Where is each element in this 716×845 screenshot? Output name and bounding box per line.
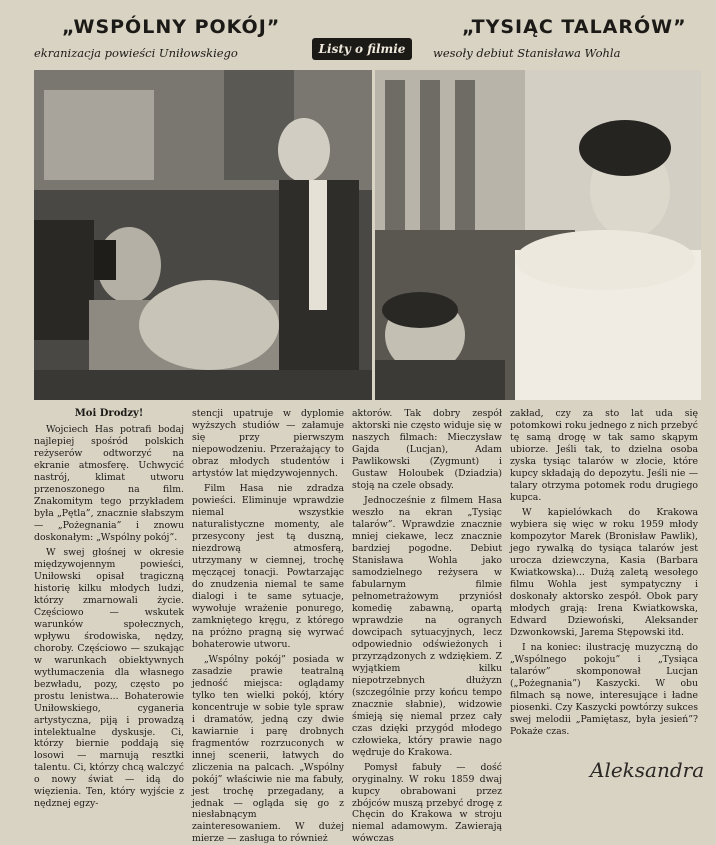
paragraph: Film Hasa nie zdradza powieści. Eliminuje wprawdzie niemal wszystkie naturalistyczne momenty, ale przesycony jest tą duszną, niezdrową atmosferą, utrzymany w ciemnej, trochę męczącej tonacji. Powtarzając do znudzenia niemal te same dialogi i te same sytuacje, wywołuje wrażenie ponurego, zamkniętego kręgu, z którego na próżno pragną się wyrwać bohaterowie utworu. xyxy=(192,482,344,650)
paragraph: Jednocześnie z filmem Hasa weszło na ekran „Tysiąc talarów”. Wprawdzie znacznie mniej ciekawe, lecz znacznie bardziej pogodne. Debiut Stanisława Wohla jako samodzielnego reżysera w fabularnym filmie pełnometrażowym przyniósł komedię zabawną, opartą wprawdzie na ogranych dowcipach sytuacyjnych, lecz odpowiednio odświeżonych i przyrządzonych z wdziękiem. Z wyjątkiem kilku niepotrzebnych dłużyzn (szczególnie przy końcu tempo znacznie słabnie), widzowie śmieją się niemal przez cały czas dzięki przygód młodego człowieka, który prawie nago wędruje do Krakowa. xyxy=(352,494,502,758)
paragraph: zakład, czy za sto lat uda się potomkowi roku jednego z nich przebyć tę samą drogę w tak samo skąpym ubiorze. Jeśli tak, to dzielna osoba zyska tysiąc talarów w złocie, które kupcy składają do depozytu. Jeśli nie — talary otrzyma potomek rodu drugiego kupca. xyxy=(510,408,698,503)
greeting: Moi Drodzy! xyxy=(74,408,144,419)
film-still-wspolny-pokoj xyxy=(34,70,372,400)
film-still-tysiac-talarow xyxy=(375,70,701,400)
film-still-illustration-left xyxy=(34,70,372,400)
paragraph: W kapielówkach do Krakowa wybiera się więc w roku 1959 młody kompozytor Marek (Bronisław Pawlik), jego rywalką do tysiąca talarów jest urocza dziewczyna, Kasia (Barbara Kwiatkowska)... Dużą zaletą wesołego filmu Wohla jest sympatyczny i doskonały aktorsko zespół. Obok pary młodych grają: Irena Kwiatkowska, Edward Dziewoński, Aleksander Dzwonkowski, Jarema Stępowski itd. xyxy=(510,506,698,638)
paragraph: aktorów. Tak dobry zespół aktorski nie często widuje się w naszych filmach: Mieczysław Gajda (Lucjan), Adam Pawlikowski (Zygmunt) i Gustaw Holoubek (Dziadzia) stoją na czele obsady. xyxy=(352,408,502,491)
left-film-subtitle: ekranizacja powieści Uniłowskiego xyxy=(34,46,238,60)
film-still-illustration-right xyxy=(375,70,701,400)
paragraph: W swej głośnej w okresie międzywojennym powieści, Uniłowski opisał tragiczną historię kilku młodych ludzi, którzy zmarnowali życie. Częściowo — wskutek warunków społecznych, wpływu środowiska, nędzy, choroby. Częściowo — szukając w warunkach obiektywnych wytłumaczenia dla własnego bezwładu, pozy, często po prostu lenistwa... Bohaterowie Uniłowskiego, cyganeria artystyczna, piją i prowadzą intelektualne dyskusje. Ci, którzy biernie poddają się losowi — marnują resztki talentu. Ci, którzy chcą walczyć o nowy świat — idą do więzienia. Ten, który wyjście z nędznej egzy- xyxy=(34,546,184,810)
right-film-subtitle: wesoły debiut Stanisława Wohla xyxy=(433,46,621,60)
right-film-title: „TYSIĄC TALARÓW” xyxy=(462,16,687,38)
article-column-4 xyxy=(510,408,705,794)
paragraph: Pomysł fabuły — dość oryginalny. W roku 1859 dwaj kupcy obrabowani przez zbójców muszą przebyć drogę z Chęcin do Krakowa w stroju niemal adamowym. Zawierają wówczas xyxy=(352,761,502,845)
paragraph: Wojciech Has potrafi bodaj najlepiej spośród polskich reżyserów odtworzyć na ekranie atmosferę. Uchwycić nastrój, klimat utworu przenoszonego na film. Znakomitym tego przykładem była „Pętla”, znacznie słabszym — „Pożegnania” i znowu doskonałym: „Wspólny pokój”. xyxy=(34,423,184,543)
page-header xyxy=(0,8,716,70)
article-column-1 xyxy=(34,408,184,810)
paragraph: „Wspólny pokój” posiada w zasadzie prawie teatralną jedność miejsca: oglądamy tylko ten wielki pokój, który koncentruje w sobie tyle spraw i dramatów, jedną czy dwie kawiarnie i parę drobnych fragmentów rozrzuconych w innej scenerii, łatwych do zliczenia na palcach. „Wspólny pokój” właściwie nie ma fabuły, jest trochę przegadany, a jednak — ogląda się go z niesłabnącym zainteresowaniem. W dużej mierze — zasługa to również xyxy=(192,653,344,845)
left-film-title: „WSPÓLNY POKÓJ” xyxy=(62,16,281,38)
author-signature: Aleksandra xyxy=(590,758,705,782)
article-column-3 xyxy=(352,408,502,845)
paragraph: stencji upatruje w dyplomie wyższych studiów — załamuje się przy pierwszym niepowodzeniu. Przerażający to obraz młodych studentów i artystów lat międzywojennych. xyxy=(192,408,344,479)
paragraph: I na koniec: ilustrację muzyczną do „Wspólnego pokoju” i „Tysiąca talarów” skomponował Lucjan („Pożegnania”) Kaszycki. W obu filmach są nowe, interesujące i ładne piosenki. Czy Kaszycki powtórzy sukces swej melodii „Pamiętasz, była jesień”? Pokaże czas. xyxy=(510,641,698,737)
article-column-2 xyxy=(192,408,344,845)
column-badge: Listy o filmie xyxy=(312,38,412,60)
